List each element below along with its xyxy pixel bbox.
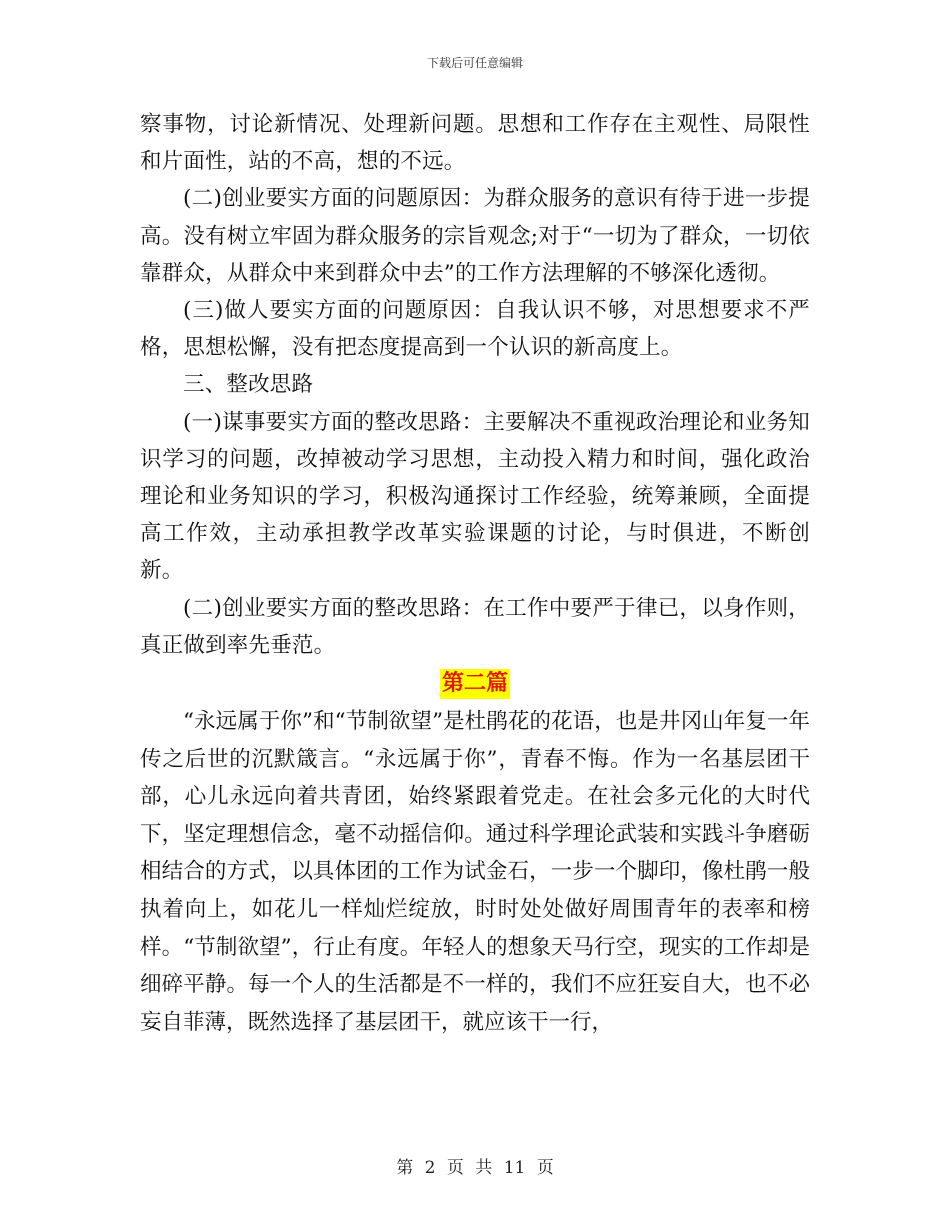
paragraph-rectification-1: (一)谋事要实方面的整改思路：主要解决不重视政治理论和业务知识学习的问题，改掉被动学习思想，主动投入精力和时间，强化政治理论和业务知识的学习，积极沟通探讨工作经验，统筹兼顾，全面提高工作效，主动承担教学改革实验课题的讨论，与时俱进，不断创新。	[140, 409, 810, 584]
paragraph-rectification-2: (二)创业要实方面的整改思路：在工作中要严于律已，以身作则，真正做到率先垂范。	[140, 595, 810, 658]
page-footer: 第 2 页 共 11 页	[396, 1158, 554, 1178]
heading-rectification-ideas: 三、整改思路	[183, 372, 314, 398]
section-title	[140, 666, 810, 703]
paragraph-cause-3: (三)做人要实方面的问题原因：自我认识不够，对思想要求不严格，思想松懈，没有把态度提高到一个认识的新高度上。	[140, 298, 810, 361]
paragraph-continuation: 察事物，讨论新情况、处理新问题。思想和工作存在主观性、局限性和片面性，站的不高，想的不远。	[140, 112, 810, 175]
section-title-highlight: 第二篇	[440, 669, 510, 699]
page-header: 下载后可任意编辑	[426, 56, 523, 70]
paragraph-cause-2: (二)创业要实方面的问题原因：为群众服务的意识有待于进一步提高。没有树立牢固为群众服务的宗旨观念;对于“一切为了群众，一切依靠群众，从群众中来到群众中去”的工作方法理解的不够深化透彻。	[140, 186, 810, 286]
paragraph-section-two: “永远属于你”和“节制欲望”是杜鹃花的花语，也是井冈山年复一年传之后世的沉默箴言。“永远属于你”，青春不悔。作为一名基层团干部，心儿永远向着共青团，始终紧跟着党走。在社会多元化的大时代下，坚定理想信念，毫不动摇信仰。通过科学理论武装和实践斗争磨砺相结合的方式，以具体团的工作为试金石，一步一个脚印，像杜鹃一般执着向上，如花儿一样灿烂绽放，时时处处做好周围青年的表率和榜样。“节制欲望”，行止有度。年轻人的想象天马行空，现实的工作却是细碎平静。每一个人的生活都是不一样的，我们不应狂妄自大，也不必妄自菲薄，既然选择了基层团干，就应该干一行，	[140, 709, 810, 1035]
document-body	[140, 106, 810, 1041]
